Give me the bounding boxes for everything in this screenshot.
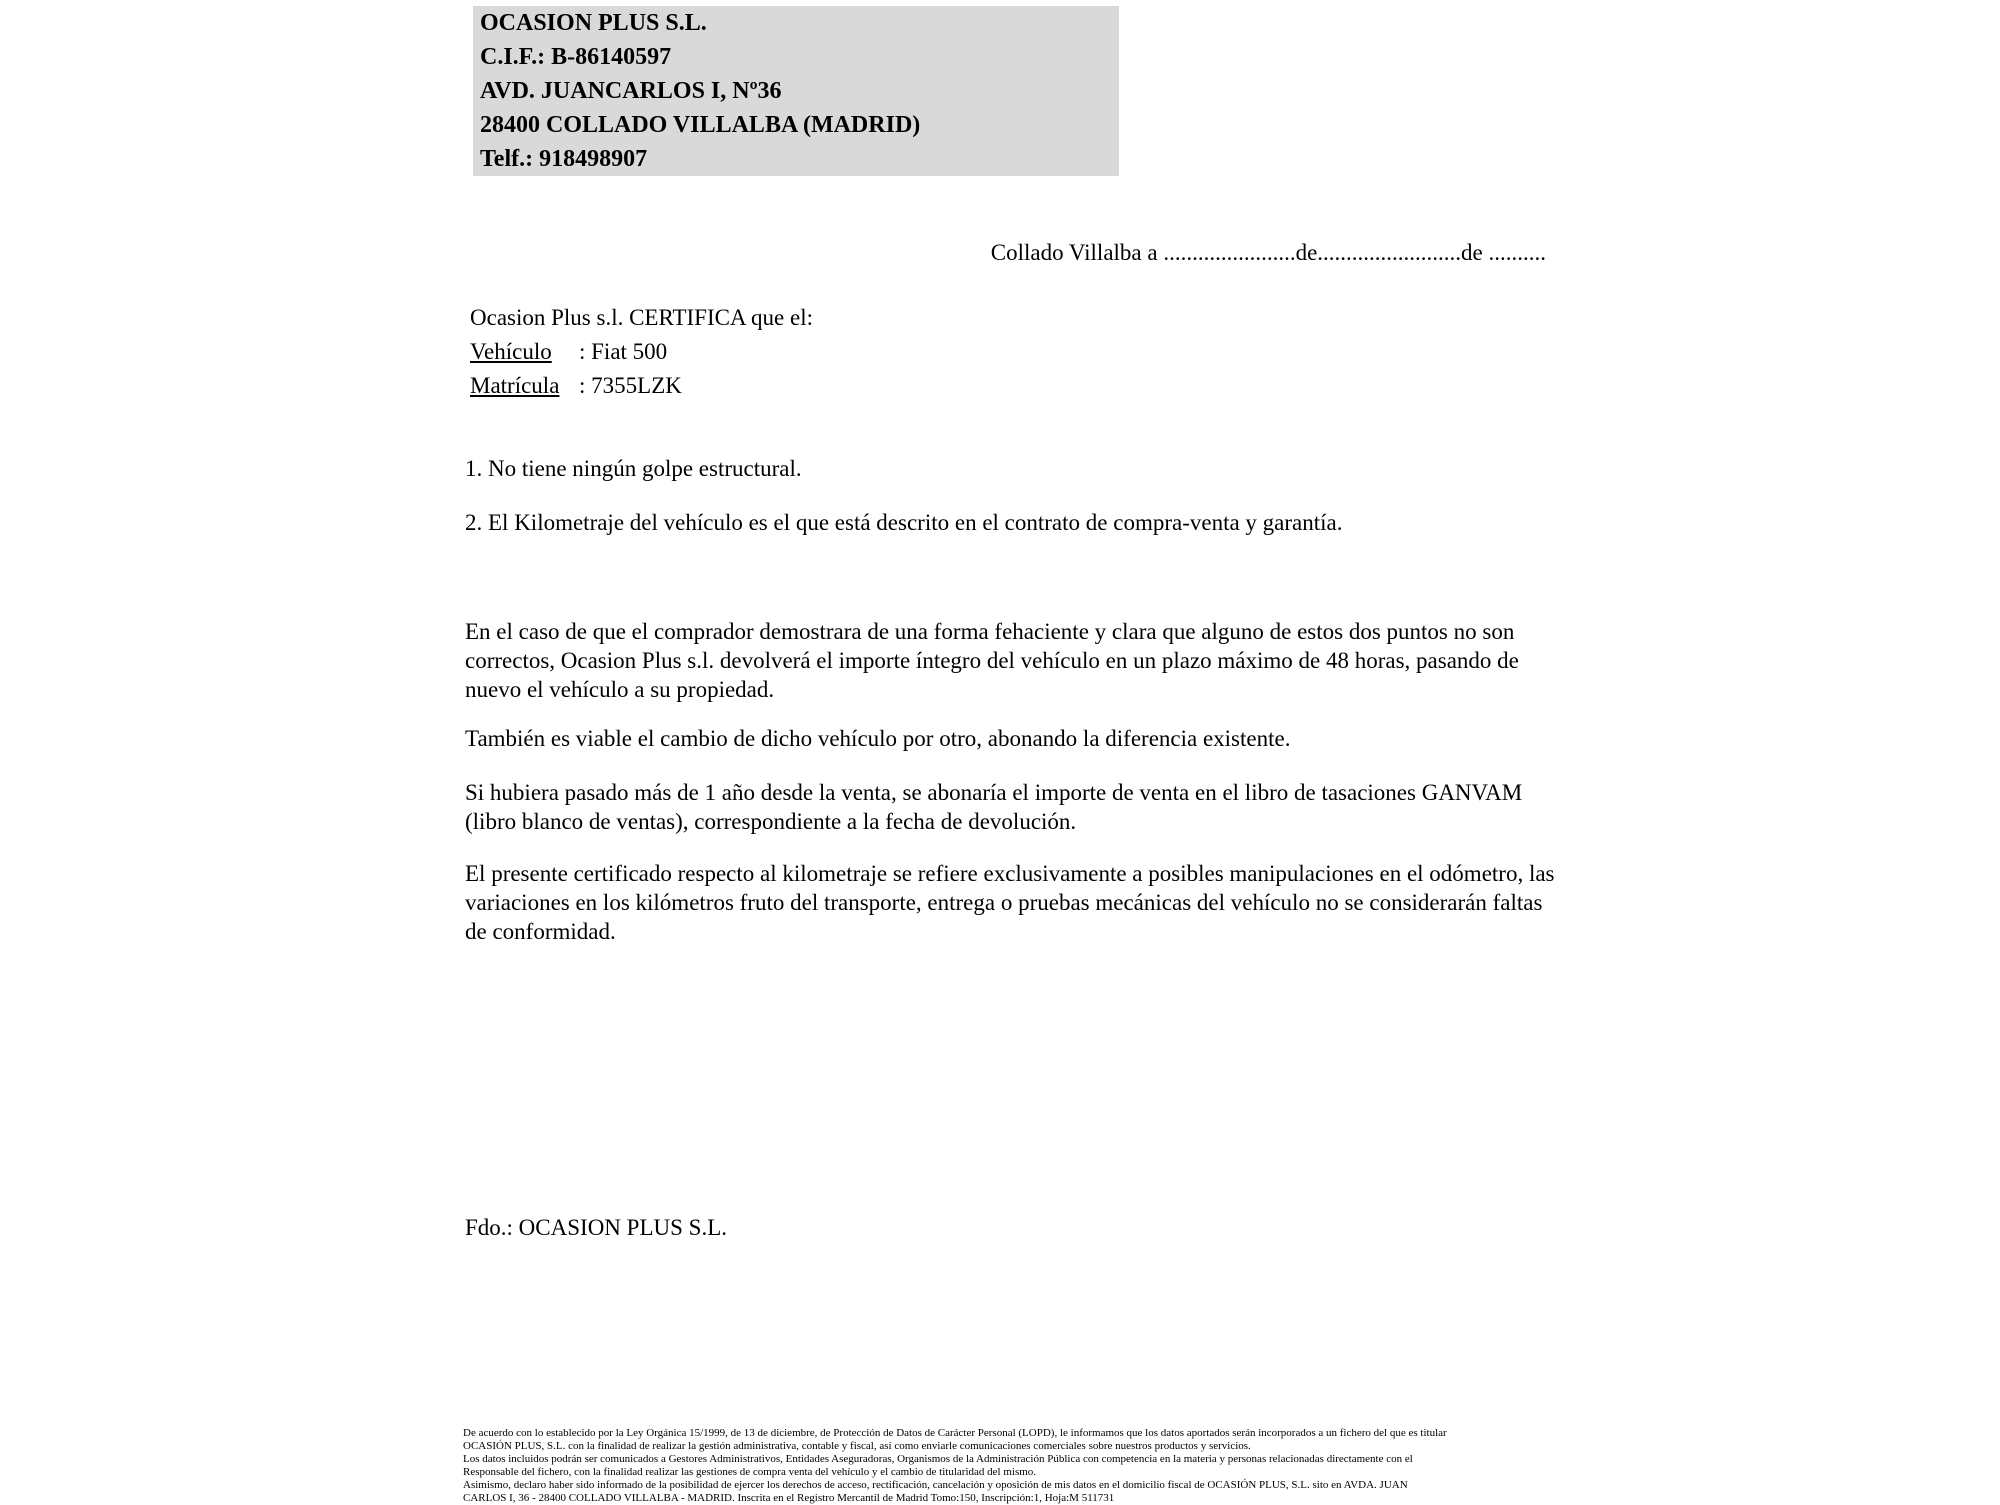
- plate-field-row: [470, 369, 813, 403]
- plate-field-value: 7355LZK: [591, 373, 682, 398]
- legal-line-registry: CARLOS I, 36 - 28400 COLLADO VILLALBA - MADRID. Inscrita en el Registro Mercantil de Madrid Tomo:150, Inscripción:1, Hoja:M 511731: [463, 1492, 1115, 1504]
- vehicle-field-label: Vehículo: [470, 339, 552, 364]
- vehicle-field-colon: :: [579, 339, 586, 364]
- company-name: OCASION PLUS S.L.: [480, 10, 707, 36]
- vehicle-field-row: [470, 335, 813, 369]
- legal-line-communication: Los datos incluidos podrán ser comunicados a Gestores Administrativos, Entidades Aseguradoras, Organismos de la Administración Pública con competencia en la materia y personas relacionadas directamente con el: [463, 1453, 1413, 1465]
- condition-item-structural: 1. No tiene ningún golpe estructural.: [465, 456, 802, 481]
- ganvam-valuation-paragraph: Si hubiera pasado más de 1 año desde la venta, se abonaría el importe de venta en el libro de tasaciones GANVAM (libro blanco de ventas), correspondiente a la fecha de devolución.: [465, 780, 1523, 834]
- vehicle-field-value: Fiat 500: [591, 339, 668, 364]
- refund-paragraph: En el caso de que el comprador demostrara de una forma fehaciente y clara que alguno de estos dos puntos no son correctos, Ocasion Plus s.l. devolverá el importe íntegro del vehículo en un plazo máximo de 48 horas, pasando de nuevo el vehículo a su propiedad.: [465, 619, 1519, 702]
- legal-line-purpose: OCASIÓN PLUS, S.L. con la finalidad de realizar la gestión administrativa, contable y fiscal, así como enviarle comunicaciones comerciales sobre nuestros productos y servicios.: [463, 1440, 1251, 1452]
- odometer-disclaimer-paragraph: El presente certificado respecto al kilometraje se refiere exclusivamente a posibles manipulaciones en el odómetro, las variaciones en los kilómetros fruto del transporte, entrega o pruebas mecánicas del vehículo no se considerarán faltas de conformidad.: [465, 861, 1555, 944]
- plate-field-colon: :: [579, 373, 586, 398]
- signature-line: Fdo.: OCASION PLUS S.L.: [465, 1215, 727, 1240]
- company-address: AVD. JUANCARLOS I, Nº36: [480, 78, 782, 104]
- company-city: 28400 COLLADO VILLALBA (MADRID): [480, 112, 921, 138]
- plate-field-label: Matrícula: [470, 373, 560, 398]
- certification-block: [470, 301, 813, 403]
- certification-intro: Ocasion Plus s.l. CERTIFICA que el:: [470, 305, 813, 330]
- legal-line-responsible: Responsable del fichero, con la finalidad realizar las gestiones de compra venta del vehículo y el cambio de titularidad del mismo.: [463, 1466, 1037, 1478]
- exchange-paragraph: También es viable el cambio de dicho vehículo por otro, abonando la diferencia existente.: [465, 726, 1291, 751]
- legal-footer: [463, 1427, 1573, 1505]
- condition-item-mileage: 2. El Kilometraje del vehículo es el que está descrito en el contrato de compra-venta y garantía.: [465, 510, 1343, 535]
- company-header-block: [473, 6, 1119, 176]
- legal-line-lopd: De acuerdo con lo establecido por la Ley Orgánica 15/1999, de 13 de diciembre, de Protección de Datos de Carácter Personal (LOPD), le informamos que los datos aportados serán incorporados a un fichero del que es titular: [463, 1427, 1447, 1439]
- company-cif: C.I.F.: B-86140597: [480, 44, 672, 70]
- date-place-line: Collado Villalba a .......................de.........................de ..........: [990, 240, 1546, 265]
- company-phone: Telf.: 918498907: [480, 146, 648, 172]
- legal-line-rights: Asimismo, declaro haber sido informado de la posibilidad de ejercer los derechos de acceso, rectificación, cancelación y oposición de mis datos en el domicilio fiscal de OCASIÓN PLUS, S.L. sito en AVDA. JUAN: [463, 1479, 1408, 1491]
